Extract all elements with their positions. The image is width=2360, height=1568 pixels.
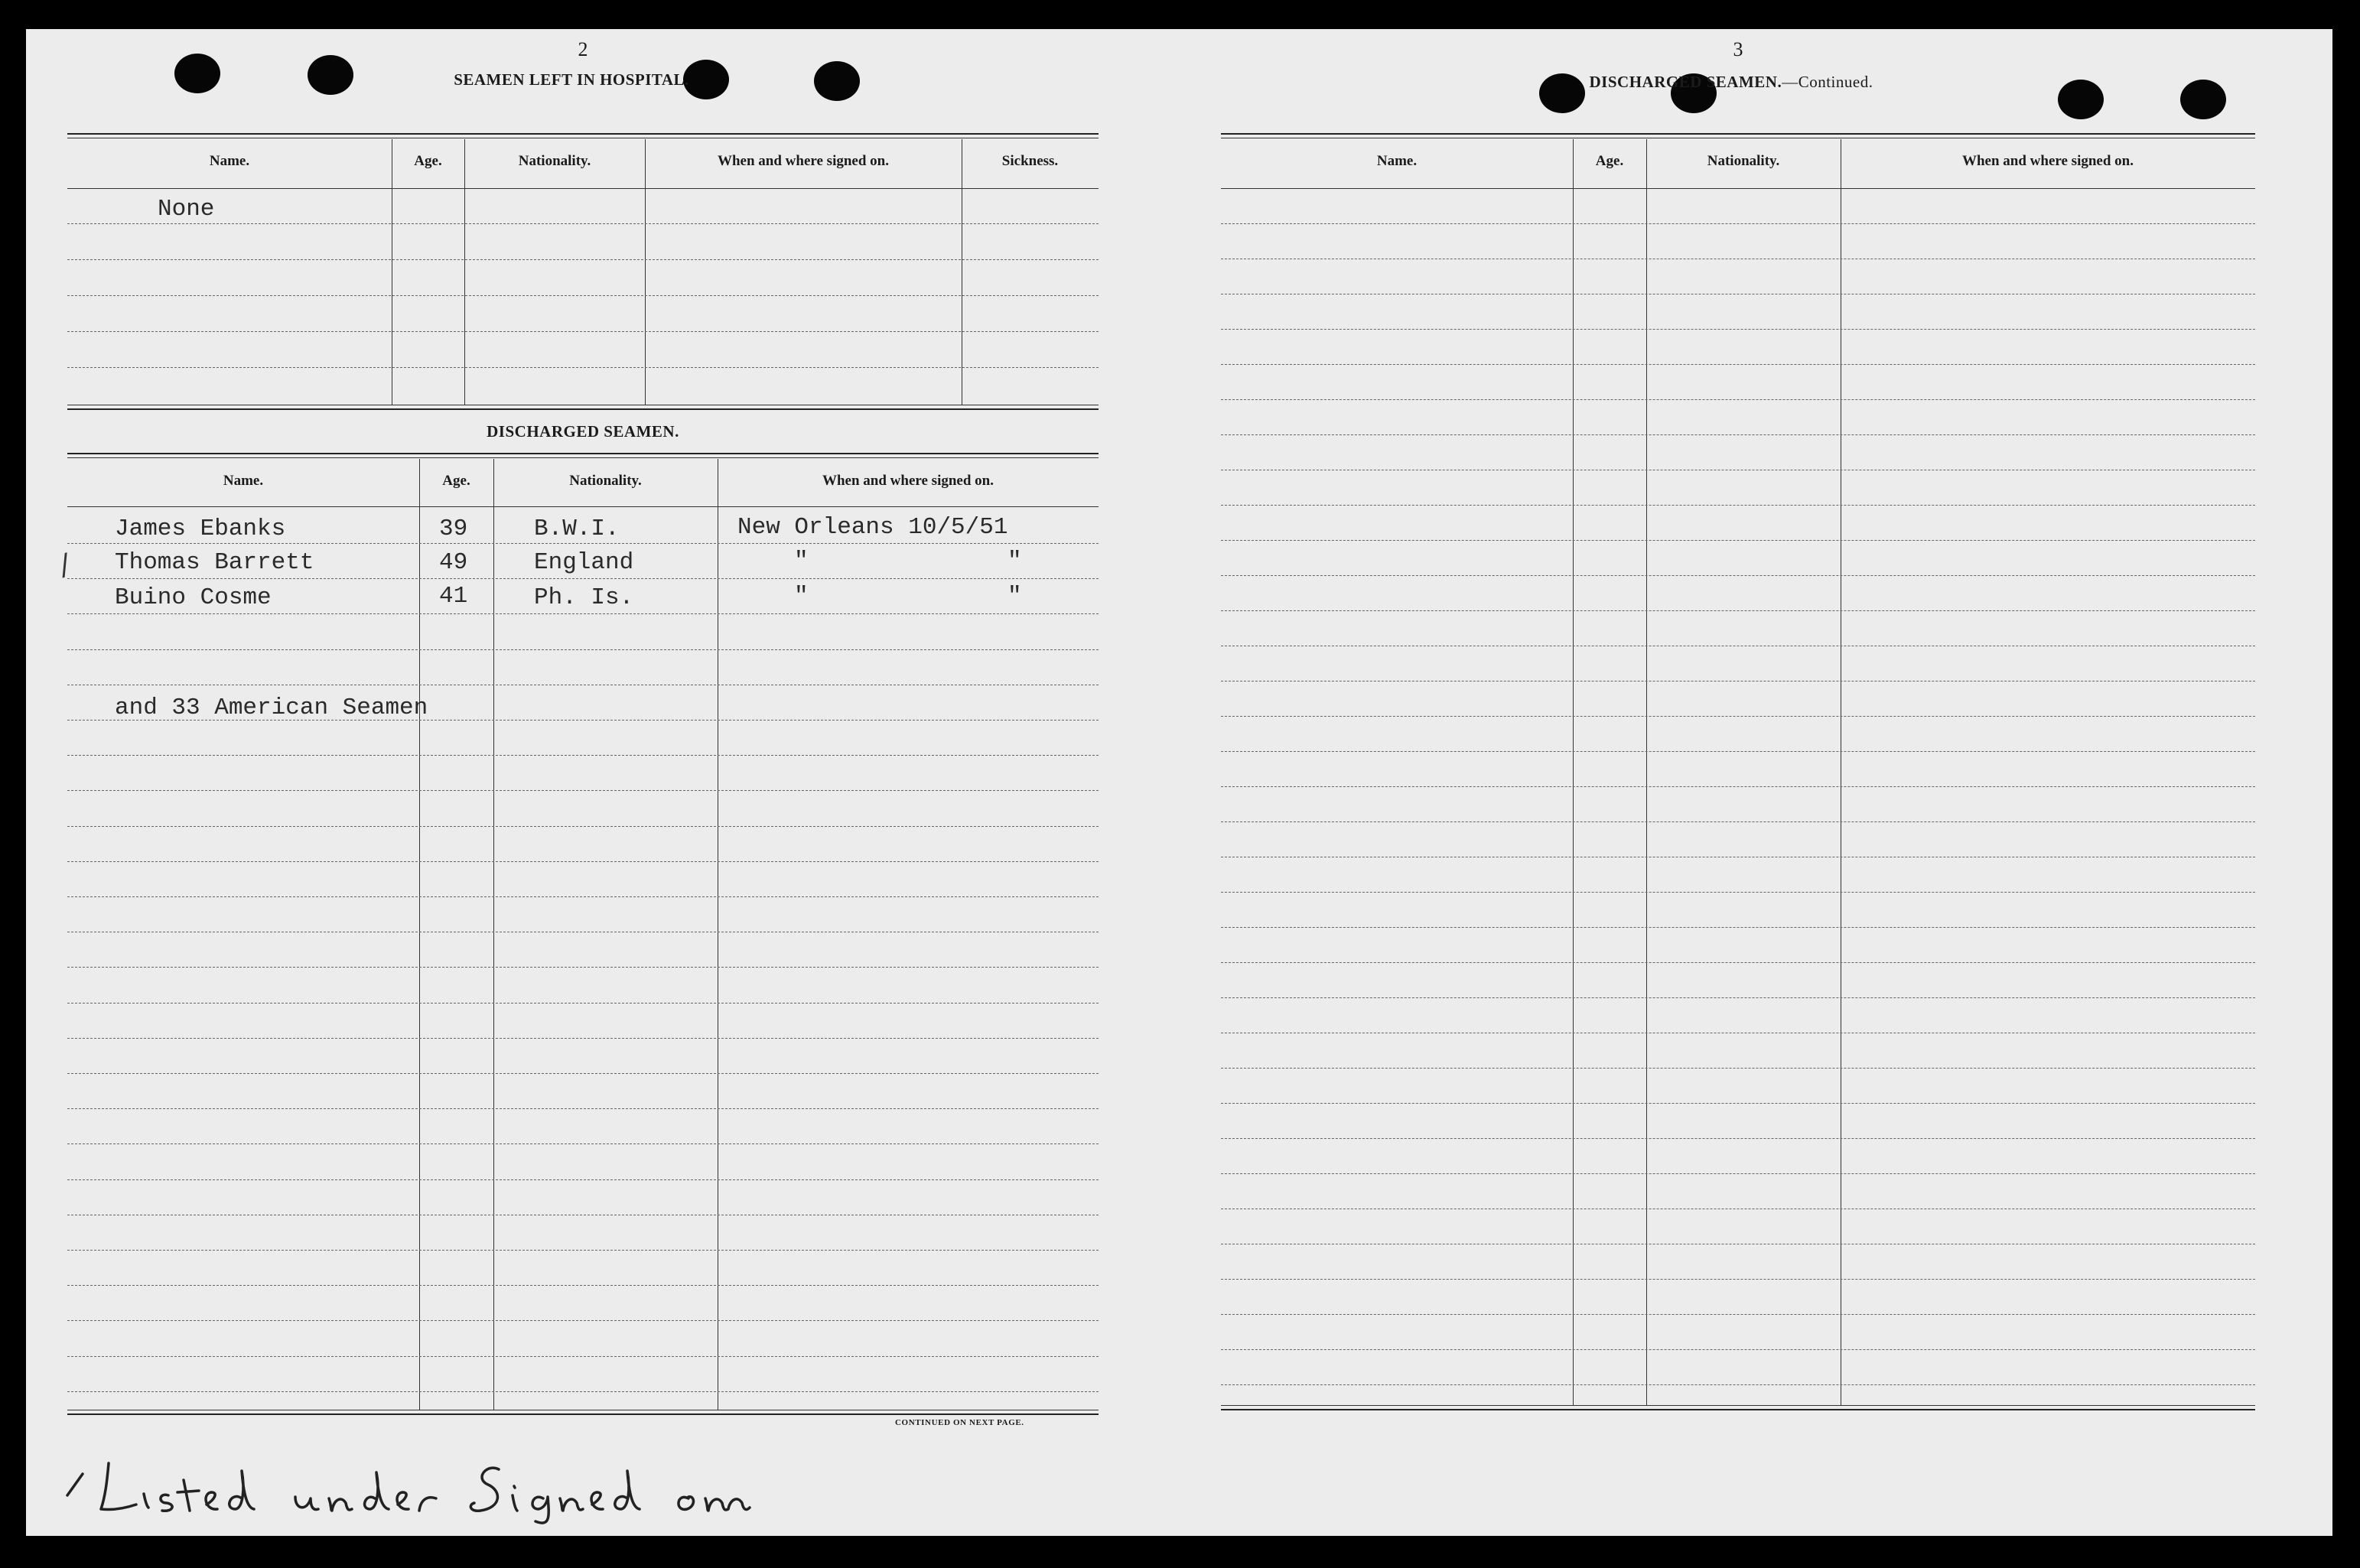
ruled-line [1221, 1138, 2255, 1139]
ruled-line [1221, 223, 2255, 224]
handwritten-note [61, 1442, 811, 1526]
continued-header-nationality: Nationality. [1707, 153, 1780, 169]
ruled-line [1221, 1384, 2255, 1385]
ruled-line [1221, 1279, 2255, 1280]
discharged-section-title: DISCHARGED SEAMEN. [487, 422, 679, 441]
ruled-line [67, 1179, 1099, 1180]
hospital-section-title: SEAMEN LEFT IN HOSPITAL. [454, 70, 689, 89]
ruled-line [1221, 1068, 2255, 1069]
ruled-line [1221, 505, 2255, 506]
title-main: DISCHARGED SEAMEN. [1589, 73, 1782, 91]
ruled-line [1221, 364, 2255, 365]
ruled-line [67, 861, 1099, 862]
hospital-entry: None [158, 196, 215, 223]
discharged-header-age: Age. [442, 473, 470, 489]
ruled-line [67, 1108, 1099, 1109]
ruled-line [67, 1038, 1099, 1039]
ruled-line [67, 649, 1099, 650]
ruled-line [1221, 329, 2255, 330]
seaman-nationality: B.W.I. [534, 516, 620, 542]
hospital-header-signed-on: When and where signed on. [717, 153, 889, 169]
ruled-line [1221, 1173, 2255, 1174]
ruled-line [67, 755, 1099, 756]
ruled-line [67, 790, 1099, 791]
ruled-line [1221, 786, 2255, 787]
discharged-header-signed-on: When and where signed on. [822, 473, 994, 489]
seaman-nationality: Ph. Is. [534, 584, 634, 611]
check-mark: / [56, 547, 73, 582]
seaman-name: Thomas Barrett [115, 549, 314, 576]
ruled-line [1221, 681, 2255, 682]
ruled-line [1221, 1103, 2255, 1104]
seaman-name: James Ebanks [115, 516, 286, 542]
continued-header-age: Age. [1595, 153, 1624, 169]
continued-header-signed-on: When and where signed on. [1961, 153, 2134, 169]
title-suffix: —Continued. [1782, 73, 1873, 91]
ruled-line [1221, 927, 2255, 928]
ruled-line [67, 1143, 1099, 1144]
ruled-line [1221, 751, 2255, 752]
ruled-line [1221, 997, 2255, 998]
ruled-line [67, 826, 1099, 827]
ruled-line [67, 896, 1099, 897]
ruled-line [67, 1320, 1099, 1321]
ruled-line [1221, 821, 2255, 822]
ruled-line [1221, 892, 2255, 893]
seaman-name: Buino Cosme [115, 584, 272, 611]
ruled-line [67, 1285, 1099, 1286]
hospital-header-name: Name. [209, 153, 250, 169]
hospital-header-age: Age. [414, 153, 442, 169]
ruled-line [67, 1391, 1099, 1392]
seaman-age: 39 [439, 516, 468, 542]
ruled-line [67, 1356, 1099, 1357]
ruled-line [67, 578, 1099, 579]
hospital-header-sickness: Sickness. [1001, 153, 1059, 169]
ruled-line [1221, 716, 2255, 717]
discharged-continued-title [1207, 73, 2255, 92]
discharged-table [56, 453, 1099, 1415]
seaman-signed-on: " " [794, 583, 1022, 610]
american-seamen-note: and 33 American Seamen [115, 695, 428, 721]
continued-footnote: CONTINUED ON NEXT PAGE. [895, 1418, 1024, 1427]
ruled-line [67, 613, 1099, 614]
page-number: 2 [578, 38, 588, 60]
ruled-line [67, 1250, 1099, 1251]
discharged-header-name: Name. [223, 473, 264, 489]
ruled-line [1221, 962, 2255, 963]
seaman-age: 49 [439, 549, 468, 576]
discharged-header-nationality: Nationality. [569, 473, 642, 489]
ruled-line [67, 1073, 1099, 1074]
ruled-line [67, 1003, 1099, 1004]
ruled-line [67, 543, 1099, 544]
ruled-line [1221, 1314, 2255, 1315]
seaman-signed-on: New Orleans 10/5/51 [737, 514, 1008, 541]
page-number: 3 [1733, 38, 1743, 60]
discharged-continued-table [1221, 133, 2255, 1410]
seaman-age: 41 [439, 583, 468, 610]
seaman-nationality: England [534, 549, 634, 576]
continued-header-name: Name. [1376, 153, 1418, 169]
ruled-line [1221, 434, 2255, 435]
ruled-line [1221, 610, 2255, 611]
ruled-line [1221, 1349, 2255, 1350]
ruled-line [1221, 399, 2255, 400]
ruled-line [1221, 575, 2255, 576]
ruled-line [67, 967, 1099, 968]
seaman-signed-on: " " [794, 548, 1022, 574]
hospital-table [67, 133, 1099, 410]
ruled-line [1221, 540, 2255, 541]
hospital-header-nationality: Nationality. [518, 153, 591, 169]
